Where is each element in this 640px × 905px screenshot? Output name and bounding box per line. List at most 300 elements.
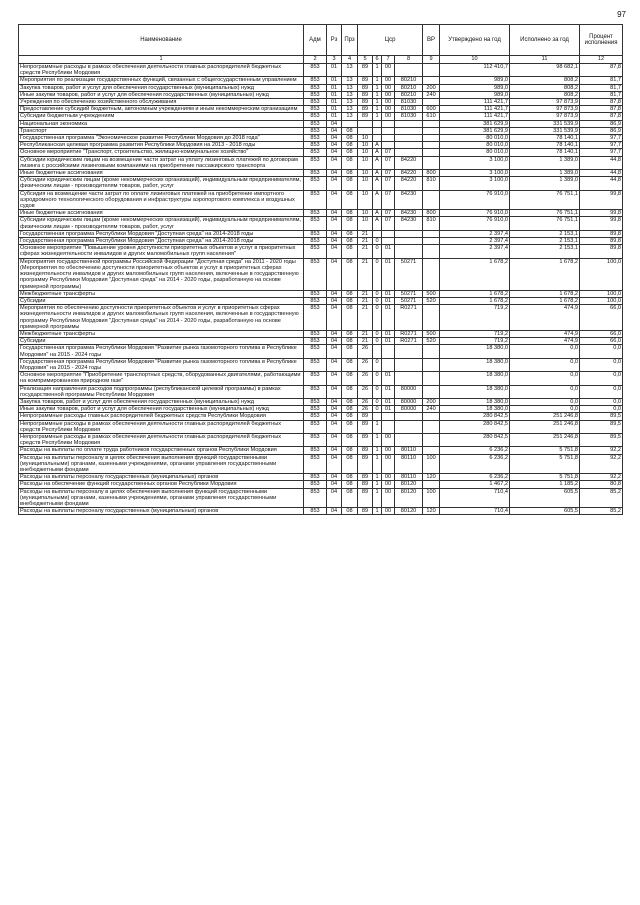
cell-percent: 66,0 [580, 330, 623, 337]
cell-csr-event: 01 [382, 385, 395, 398]
cell-vr [423, 77, 440, 84]
cell-adm: 853 [304, 120, 327, 127]
cell-prz: 13 [342, 84, 358, 91]
cell-executed: 5 751,8 [510, 454, 580, 474]
column-number: 2 [304, 56, 327, 64]
cell-csr-program: 89 [358, 113, 373, 120]
cell-rz: 04 [327, 190, 342, 210]
cell-prz: 08 [342, 481, 358, 488]
cell-approved: 2 397,4 [440, 230, 510, 237]
cell-rz: 04 [327, 217, 342, 230]
cell-prz: 08 [342, 330, 358, 337]
table-row [19, 258, 623, 290]
cell-csr-event: 00 [382, 91, 395, 98]
cell-csr-event: 00 [382, 84, 395, 91]
cell-prz: 13 [342, 77, 358, 84]
cell-rz: 04 [327, 474, 342, 481]
cell-csr-direction [395, 420, 423, 433]
cell-percent: 0,0 [580, 406, 623, 413]
cell-adm: 853 [304, 330, 327, 337]
cell-csr-direction: 84220 [395, 177, 423, 190]
cell-csr-direction: 84230 [395, 210, 423, 217]
cell-rz: 04 [327, 398, 342, 405]
table-row [19, 398, 623, 405]
cell-prz: 08 [342, 217, 358, 230]
cell-adm: 853 [304, 447, 327, 454]
cell-name: Закупка товаров, работ и услуг для обеспечения государственных (муниципальных) нужд [19, 398, 304, 405]
cell-approved: 710,4 [440, 488, 510, 508]
cell-prz: 08 [342, 420, 358, 433]
table-body [19, 56, 623, 515]
cell-prz: 08 [342, 358, 358, 371]
cell-csr-event: 00 [382, 481, 395, 488]
column-number: 11 [510, 56, 580, 64]
cell-csr-program: 10 [358, 190, 373, 210]
cell-csr-event: 07 [382, 217, 395, 230]
cell-approved: 280 842,5 [440, 420, 510, 433]
cell-approved: 1 467,2 [440, 481, 510, 488]
cell-csr-direction [395, 372, 423, 385]
cell-prz: 08 [342, 149, 358, 156]
cell-adm: 853 [304, 190, 327, 210]
cell-percent: 0,0 [580, 345, 623, 358]
table-row [19, 297, 623, 304]
table-row [19, 190, 623, 210]
cell-rz: 01 [327, 106, 342, 113]
table-row [19, 305, 623, 331]
cell-csr-direction [395, 413, 423, 420]
cell-csr-subprogram: А [373, 149, 382, 156]
cell-rz: 04 [327, 433, 342, 446]
cell-csr-program: 89 [358, 508, 373, 515]
cell-executed: 1 389,0 [510, 177, 580, 190]
cell-csr-program: 21 [358, 305, 373, 331]
cell-rz: 04 [327, 297, 342, 304]
cell-name: Реализация направления расходов подпрограммы (республиканской целевой программы) в рамках государственной программы Республики Мордовия [19, 385, 304, 398]
cell-adm: 853 [304, 238, 327, 245]
cell-approved: 76 910,0 [440, 190, 510, 210]
cell-csr-direction: 80210 [395, 91, 423, 98]
cell-name: Субсидии юридическим лицам (кроме некоммерческих организаций), индивидуальным предпринимателям, физическим лицам - производителям товаров, работ, услуг [19, 177, 304, 190]
cell-approved: 2 397,4 [440, 238, 510, 245]
cell-name: Основное мероприятие "Повышение уровня доступности приоритетных объектов и услуг в приоритетных сферах жизнедеятельности инвалидов и других маломобильных групп населения" [19, 245, 304, 258]
cell-approved: 719,2 [440, 305, 510, 331]
table-row [19, 230, 623, 237]
cell-csr-program: 89 [358, 64, 373, 77]
table-row [19, 64, 623, 77]
cell-csr-event: 01 [382, 406, 395, 413]
cell-percent: 87,8 [580, 113, 623, 120]
cell-csr-direction [395, 433, 423, 446]
cell-percent: 44,8 [580, 156, 623, 169]
cell-prz: 08 [342, 406, 358, 413]
cell-csr-event: 01 [382, 305, 395, 331]
cell-approved: 80 010,0 [440, 149, 510, 156]
cell-adm: 853 [304, 84, 327, 91]
cell-prz: 08 [342, 156, 358, 169]
cell-vr [423, 447, 440, 454]
cell-approved: 111 421,7 [440, 113, 510, 120]
cell-percent: 81,7 [580, 91, 623, 98]
cell-vr [423, 142, 440, 149]
cell-percent: 44,8 [580, 177, 623, 190]
cell-csr-subprogram: 1 [373, 77, 382, 84]
column-number: 9 [423, 56, 440, 64]
cell-name: Закупка товаров, работ и услуг для обеспечения государственных (муниципальных) нужд [19, 84, 304, 91]
cell-csr-event: 00 [382, 99, 395, 106]
cell-approved: 381 629,9 [440, 127, 510, 134]
cell-vr [423, 481, 440, 488]
cell-rz: 01 [327, 91, 342, 98]
cell-approved: 710,4 [440, 508, 510, 515]
cell-percent: 0,0 [580, 385, 623, 398]
cell-vr [423, 190, 440, 210]
cell-executed: 76 751,1 [510, 217, 580, 230]
cell-rz: 04 [327, 210, 342, 217]
cell-rz: 04 [327, 413, 342, 420]
cell-percent: 80,8 [580, 481, 623, 488]
table-row [19, 245, 623, 258]
cell-prz: 08 [342, 127, 358, 134]
cell-csr-direction: 80110 [395, 474, 423, 481]
cell-executed: 78 140,1 [510, 149, 580, 156]
cell-csr-event [382, 345, 395, 358]
cell-adm: 853 [304, 481, 327, 488]
cell-csr-direction: 84220 [395, 170, 423, 177]
cell-name: Иные бюджетные ассигнования [19, 210, 304, 217]
cell-name: Непрограммные расходы в рамках обеспечения деятельности главных распорядителей бюджетных средств Республики Мордовия [19, 64, 304, 77]
cell-prz: 13 [342, 91, 358, 98]
cell-adm: 853 [304, 358, 327, 371]
cell-percent: 89,8 [580, 230, 623, 237]
cell-executed: 0,0 [510, 398, 580, 405]
cell-name: Иные бюджетные ассигнования [19, 170, 304, 177]
cell-csr-event: 01 [382, 398, 395, 405]
cell-vr: 240 [423, 406, 440, 413]
cell-csr-program: 26 [358, 358, 373, 371]
cell-executed: 0,0 [510, 358, 580, 371]
cell-name: Субсидии бюджетным учреждениям [19, 113, 304, 120]
cell-executed: 5 751,8 [510, 474, 580, 481]
header-executed: Исполнено за год [510, 25, 580, 56]
cell-rz: 04 [327, 385, 342, 398]
cell-vr: 520 [423, 338, 440, 345]
cell-percent: 44,8 [580, 170, 623, 177]
cell-csr-subprogram: А [373, 217, 382, 230]
cell-adm: 853 [304, 99, 327, 106]
cell-executed: 331 539,9 [510, 127, 580, 134]
cell-rz: 04 [327, 238, 342, 245]
cell-name: Республиканская целевая программа развития Республики Мордовия на 2013 - 2018 годы [19, 142, 304, 149]
cell-executed: 251 246,8 [510, 413, 580, 420]
cell-csr-subprogram: 1 [373, 481, 382, 488]
cell-rz: 04 [327, 120, 342, 127]
cell-approved: 76 910,0 [440, 217, 510, 230]
cell-approved: 112 410,7 [440, 64, 510, 77]
cell-csr-subprogram [373, 127, 382, 134]
cell-csr-event: 07 [382, 149, 395, 156]
cell-prz: 08 [342, 170, 358, 177]
header-row [19, 25, 623, 56]
cell-executed: 76 751,1 [510, 190, 580, 210]
table-row [19, 481, 623, 488]
cell-name: Предоставление субсидий бюджетным, автономным учреждениям и иным некоммерческим организациям [19, 106, 304, 113]
cell-csr-program: 10 [358, 156, 373, 169]
cell-csr-subprogram: 1 [373, 433, 382, 446]
cell-csr-subprogram: 0 [373, 385, 382, 398]
cell-prz: 08 [342, 135, 358, 142]
cell-percent: 0,0 [580, 358, 623, 371]
cell-csr-event: 07 [382, 170, 395, 177]
cell-adm: 853 [304, 149, 327, 156]
table-row [19, 238, 623, 245]
cell-percent: 86,9 [580, 127, 623, 134]
cell-csr-event: 01 [382, 290, 395, 297]
cell-percent: 89,5 [580, 433, 623, 446]
cell-adm: 853 [304, 488, 327, 508]
cell-adm: 853 [304, 297, 327, 304]
table-row [19, 330, 623, 337]
cell-executed: 1 389,0 [510, 156, 580, 169]
cell-percent: 85,2 [580, 508, 623, 515]
cell-name: Государственная программа Республики Мордовия "Развитие рынка газомоторного топлива в Республике Мордовия" на 2015 - 2024 годы [19, 345, 304, 358]
header-rz: Рз [327, 25, 342, 56]
cell-executed: 605,5 [510, 508, 580, 515]
cell-percent: 99,8 [580, 217, 623, 230]
cell-executed: 0,0 [510, 345, 580, 358]
cell-vr [423, 149, 440, 156]
cell-csr-subprogram: 1 [373, 454, 382, 474]
cell-rz: 01 [327, 84, 342, 91]
cell-rz: 04 [327, 345, 342, 358]
cell-name: Иные закупки товаров, работ и услуг для обеспечения государственных (муниципальных) нужд [19, 91, 304, 98]
cell-percent: 100,0 [580, 297, 623, 304]
cell-csr-program: 26 [358, 345, 373, 358]
cell-rz: 01 [327, 113, 342, 120]
cell-csr-direction [395, 64, 423, 77]
cell-prz: 08 [342, 210, 358, 217]
cell-csr-direction [395, 142, 423, 149]
cell-name: Мероприятия по реализации государственных функций, связанных с общегосударственным управлением [19, 77, 304, 84]
cell-adm: 853 [304, 413, 327, 420]
cell-csr-program: 89 [358, 84, 373, 91]
cell-adm: 853 [304, 127, 327, 134]
cell-executed: 78 140,1 [510, 135, 580, 142]
cell-approved: 989,0 [440, 77, 510, 84]
cell-csr-program: 26 [358, 385, 373, 398]
table-row [19, 77, 623, 84]
cell-name: Основное мероприятие "Транспорт, строительство, жилищно-коммунальное хозяйство" [19, 149, 304, 156]
cell-csr-program: 10 [358, 135, 373, 142]
table-row [19, 420, 623, 433]
cell-approved: 3 100,0 [440, 177, 510, 190]
cell-csr-subprogram [373, 120, 382, 127]
cell-vr: 520 [423, 297, 440, 304]
cell-vr: 200 [423, 398, 440, 405]
cell-name: Межбюджетные трансферты [19, 330, 304, 337]
cell-csr-direction: 80120 [395, 508, 423, 515]
cell-name: Мероприятия государственной программы Российской Федерации "Доступная среда" на 2011 - 2020 годы (Мероприятия по обеспечению доступности приоритетных объектов и услуг в приоритетных сферах жизнедеятельности инвалидов и других маломобильных групп населения, включенные в государственную программу Республики Мордовия "Доступная среда" на 2014 - 2020 годы, разработанную на основе примерной программы) [19, 258, 304, 290]
cell-executed: 331 539,9 [510, 120, 580, 127]
cell-name: Учреждения по обеспечению хозяйственного обслуживания [19, 99, 304, 106]
column-number: 7 [382, 56, 395, 64]
cell-csr-subprogram: А [373, 156, 382, 169]
cell-prz: 08 [342, 398, 358, 405]
cell-name: Основное мероприятие "Приобретение транспортных средств, оборудованных двигателями, работающими на компримированном природном газе" [19, 372, 304, 385]
cell-vr: 200 [423, 84, 440, 91]
cell-csr-program: 10 [358, 210, 373, 217]
cell-vr [423, 420, 440, 433]
cell-rz: 01 [327, 77, 342, 84]
table-row [19, 170, 623, 177]
cell-name: Субсидия на возмещение части затрат по оплате лизинговых платежей на приобретение импортного аэродромного технологического оборудования и инфраструктуры аэропортового комплекса и воздушных судов [19, 190, 304, 210]
cell-executed: 251 246,8 [510, 433, 580, 446]
cell-rz: 04 [327, 454, 342, 474]
cell-csr-direction: 84230 [395, 190, 423, 210]
header-csr: Цср [358, 25, 423, 56]
cell-csr-direction: 80000 [395, 385, 423, 398]
table-row [19, 84, 623, 91]
cell-csr-direction: 50271 [395, 297, 423, 304]
cell-csr-subprogram: 0 [373, 338, 382, 345]
column-number: 4 [342, 56, 358, 64]
cell-approved: 6 236,2 [440, 474, 510, 481]
cell-vr: 610 [423, 113, 440, 120]
cell-adm: 853 [304, 210, 327, 217]
cell-adm: 853 [304, 177, 327, 190]
cell-rz: 04 [327, 290, 342, 297]
cell-percent: 66,0 [580, 305, 623, 331]
cell-vr [423, 230, 440, 237]
cell-percent: 86,9 [580, 120, 623, 127]
cell-csr-event [382, 142, 395, 149]
cell-executed: 0,0 [510, 406, 580, 413]
cell-csr-program: 26 [358, 398, 373, 405]
cell-csr-event: 01 [382, 330, 395, 337]
cell-adm: 853 [304, 245, 327, 258]
budget-table [18, 24, 623, 515]
cell-csr-direction [395, 230, 423, 237]
cell-prz: 08 [342, 297, 358, 304]
cell-vr: 240 [423, 91, 440, 98]
cell-vr: 500 [423, 290, 440, 297]
cell-csr-direction: 80000 [395, 406, 423, 413]
cell-name: Государственная программа "Экономическое развитие Республики Мордовия до 2018 года" [19, 135, 304, 142]
cell-csr-direction [395, 245, 423, 258]
cell-approved: 80 010,0 [440, 135, 510, 142]
cell-rz: 04 [327, 258, 342, 290]
table-row [19, 99, 623, 106]
cell-rz: 04 [327, 406, 342, 413]
cell-rz: 04 [327, 481, 342, 488]
cell-executed: 78 140,1 [510, 142, 580, 149]
cell-executed: 474,9 [510, 305, 580, 331]
cell-csr-direction: 84230 [395, 217, 423, 230]
cell-csr-program: 89 [358, 106, 373, 113]
table-row [19, 91, 623, 98]
table-row [19, 106, 623, 113]
cell-approved: 76 910,0 [440, 210, 510, 217]
cell-csr-program: 10 [358, 142, 373, 149]
column-number-row [19, 56, 623, 64]
cell-percent: 87,8 [580, 99, 623, 106]
cell-csr-direction [395, 135, 423, 142]
cell-csr-subprogram: 0 [373, 330, 382, 337]
cell-rz: 04 [327, 358, 342, 371]
cell-vr [423, 385, 440, 398]
cell-prz: 13 [342, 106, 358, 113]
cell-csr-direction: 80110 [395, 454, 423, 474]
cell-csr-direction: 80210 [395, 77, 423, 84]
cell-csr-direction: 80110 [395, 447, 423, 454]
cell-adm: 853 [304, 156, 327, 169]
cell-prz: 08 [342, 258, 358, 290]
cell-csr-subprogram: 1 [373, 106, 382, 113]
cell-percent: 81,7 [580, 77, 623, 84]
cell-name: Непрограммные расходы в рамках обеспечения деятельности главных распорядителей бюджетных средств Республики Мордовия [19, 420, 304, 433]
cell-percent: 89,8 [580, 238, 623, 245]
table-row [19, 433, 623, 446]
cell-adm: 853 [304, 91, 327, 98]
cell-prz: 08 [342, 305, 358, 331]
cell-csr-direction: R0271 [395, 338, 423, 345]
cell-percent: 0,0 [580, 398, 623, 405]
cell-csr-subprogram: 1 [373, 488, 382, 508]
cell-csr-program: 10 [358, 149, 373, 156]
cell-csr-subprogram: А [373, 177, 382, 190]
cell-prz: 08 [342, 413, 358, 420]
cell-prz: 08 [342, 290, 358, 297]
cell-executed: 2 153,1 [510, 245, 580, 258]
cell-approved: 280 842,5 [440, 413, 510, 420]
cell-csr-direction: 81030 [395, 106, 423, 113]
column-number: 1 [19, 56, 304, 64]
cell-csr-subprogram: 1 [373, 84, 382, 91]
cell-vr [423, 345, 440, 358]
cell-percent: 100,0 [580, 290, 623, 297]
cell-csr-event: 07 [382, 177, 395, 190]
cell-prz: 13 [342, 99, 358, 106]
cell-approved: 989,0 [440, 84, 510, 91]
cell-csr-subprogram: 1 [373, 447, 382, 454]
cell-csr-event: 01 [382, 258, 395, 290]
cell-csr-direction: 80000 [395, 398, 423, 405]
cell-vr [423, 245, 440, 258]
cell-prz: 08 [342, 433, 358, 446]
table-row [19, 149, 623, 156]
cell-csr-direction: 50271 [395, 258, 423, 290]
cell-csr-program [358, 120, 373, 127]
table-row [19, 488, 623, 508]
cell-executed: 605,5 [510, 488, 580, 508]
cell-rz: 04 [327, 330, 342, 337]
cell-csr-event: 07 [382, 210, 395, 217]
cell-vr [423, 305, 440, 331]
cell-adm: 853 [304, 170, 327, 177]
cell-percent: 99,8 [580, 210, 623, 217]
table-row [19, 385, 623, 398]
cell-csr-event: 00 [382, 113, 395, 120]
cell-percent: 89,8 [580, 245, 623, 258]
cell-approved: 719,2 [440, 338, 510, 345]
cell-csr-program: 89 [358, 413, 373, 420]
cell-adm: 853 [304, 338, 327, 345]
cell-approved: 381 629,9 [440, 120, 510, 127]
cell-csr-program: 10 [358, 170, 373, 177]
cell-approved: 3 100,0 [440, 170, 510, 177]
cell-executed: 98 682,1 [510, 64, 580, 77]
cell-percent: 92,2 [580, 474, 623, 481]
